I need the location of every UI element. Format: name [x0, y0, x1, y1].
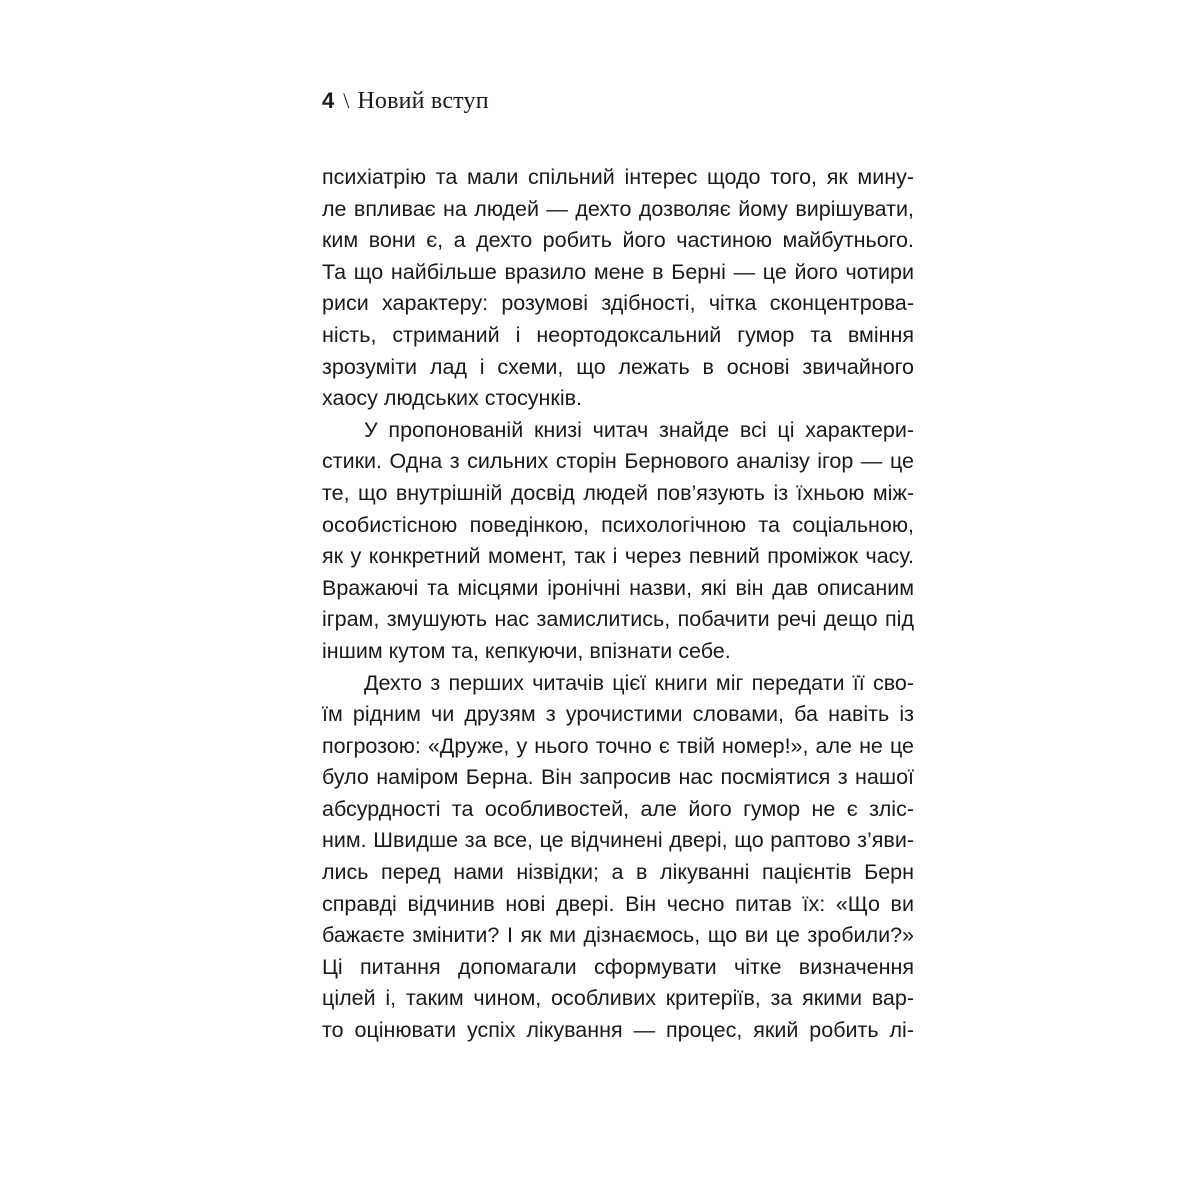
text-line: ність, стриманий і неортодоксальний гумор та вміння	[322, 322, 914, 347]
text-line: цілей і, таким чином, особливих критеріїв, за якими вар-	[322, 986, 914, 1011]
text-line: Вражаючі та місцями іронічні назви, які він дав описаним	[322, 575, 914, 600]
text-line: абсурдності та особливостей, але його гумор не є зліс-	[322, 796, 914, 821]
text-line: Ці питання допомагали сформувати чітке визначення	[322, 954, 914, 979]
text-line: іграм, змушують нас замислитись, побачити речі дещо під	[322, 607, 914, 632]
page-number: 4	[322, 88, 335, 113]
text-line: риси характеру: розумові здібності, чітка сконцентрова-	[322, 291, 914, 316]
running-head-separator: \	[343, 88, 350, 113]
text-line: ким вони є, а дехто робить його частиною майбутнього.	[322, 228, 914, 253]
text-line: іншим кутом та, кепкуючи, впізнати себе.	[322, 638, 731, 663]
text-line: їм рідним чи друзям з урочистими словами, ба навіть із	[322, 702, 914, 727]
text-line: бажаєте змінити? І як ми дізнаємось, що ви це зробили?»	[322, 923, 914, 948]
paragraph-first-line: У пропонованій книзі читач знайде всі ці характери-	[364, 417, 914, 442]
text-line: справді відчинив нові двері. Він чесно питав їх: «Що ви	[322, 891, 914, 916]
text-line: хаосу людських стосунків.	[322, 386, 582, 411]
body-text	[322, 162, 914, 1047]
text-line: ним. Швидше за все, це відчинені двері, що раптово з’яви-	[322, 828, 914, 853]
chapter-title: Новий вступ	[357, 88, 489, 114]
text-line: зрозуміти лад і схеми, що лежать в основі звичайного	[322, 354, 914, 379]
text-line: Та що найбільше вразило мене в Берні — це його чотири	[322, 259, 914, 284]
paragraph-first-line: Дехто з перших читачів цієї книги міг передати її сво-	[364, 670, 914, 695]
text-line: то оцінювати успіх лікування — процес, який робить лі-	[322, 1018, 914, 1043]
text-line: як у конкретний момент, так і через певний проміжок часу.	[322, 544, 914, 569]
text-line: психіатрію та мали спільний інтерес щодо того, як мину-	[322, 165, 914, 189]
text-line: погрозою: «Друже, у нього точно є твій номер!», але не це	[322, 733, 914, 758]
text-line: особистісною поведінкою, психологічною та соціальною,	[322, 512, 914, 537]
text-line: ле впливає на людей — дехто дозволяє йому вирішувати,	[322, 196, 914, 221]
text-line: стики. Одна з сильних сторін Бернового аналізу ігор — це	[322, 449, 914, 474]
running-head	[322, 84, 489, 118]
text-line: лись перед нами нізвідки; а в лікуванні пацієнтів Берн	[322, 860, 914, 885]
text-line: те, що внутрішній досвід людей пов’язують із їхньою між-	[322, 480, 914, 505]
text-line: було наміром Берна. Він запросив нас посміятися з нашої	[322, 765, 914, 790]
